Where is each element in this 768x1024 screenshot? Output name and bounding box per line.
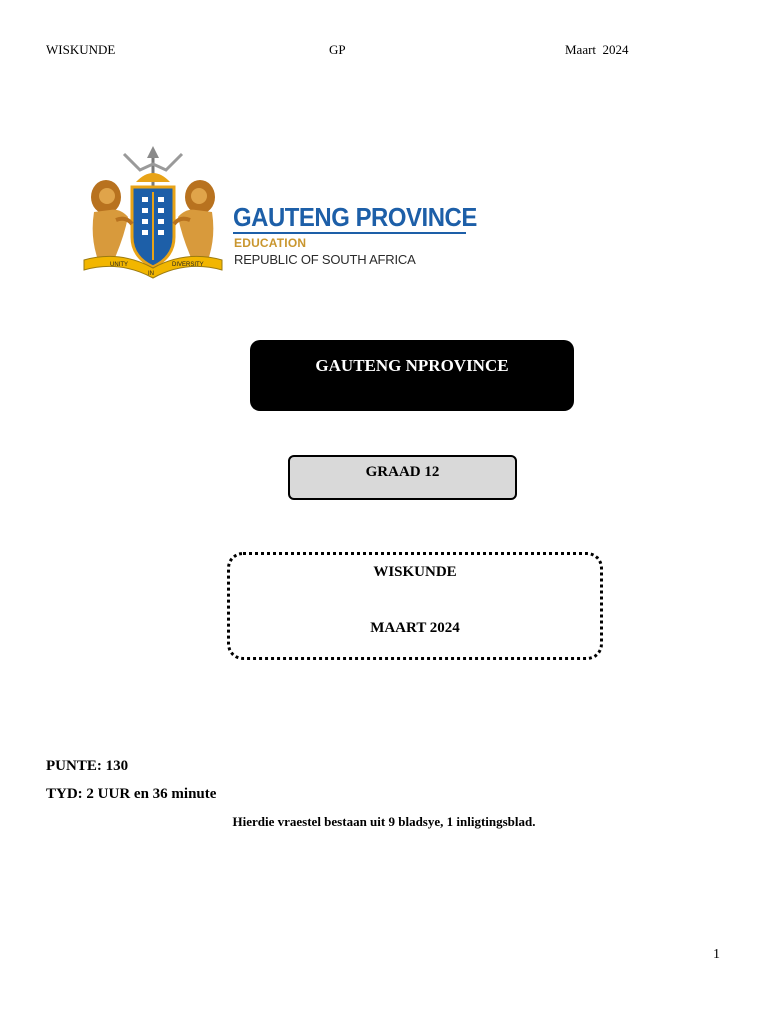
exam-duration: TYD: 2 UUR en 36 minute (46, 786, 217, 802)
header-date: Maart 2024 (565, 42, 629, 57)
coat-of-arms-icon (80, 142, 230, 282)
header-province-code: GP (329, 42, 346, 57)
province-banner-title: GAUTENG NPROVINCE (315, 356, 509, 375)
motto-in: IN (148, 271, 154, 277)
grade-label: GRAAD 12 (365, 464, 440, 480)
motto-unity: UNITY (110, 262, 128, 268)
paper-page-info: Hierdie vraestel bestaan uit 9 bladsye, 1 inligtingsblad. (232, 814, 536, 829)
exam-date-label: MAART 2024 (370, 620, 460, 636)
page-number: 1 (713, 947, 720, 962)
logo-department: EDUCATION (234, 236, 307, 250)
subject-label: WISKUNDE (373, 564, 457, 580)
motto-diversity: DIVERSITY (172, 262, 204, 268)
header-subject: WISKUNDE (46, 42, 116, 57)
logo-title: GAUTENG PROVINCE (233, 202, 477, 232)
gauteng-education-logo (80, 142, 480, 282)
subject-box (227, 552, 603, 660)
grade-box (288, 455, 517, 500)
logo-country: REPUBLIC OF SOUTH AFRICA (234, 252, 416, 267)
province-banner (250, 340, 574, 411)
total-marks: PUNTE: 130 (46, 758, 129, 774)
logo-underline (233, 232, 466, 234)
